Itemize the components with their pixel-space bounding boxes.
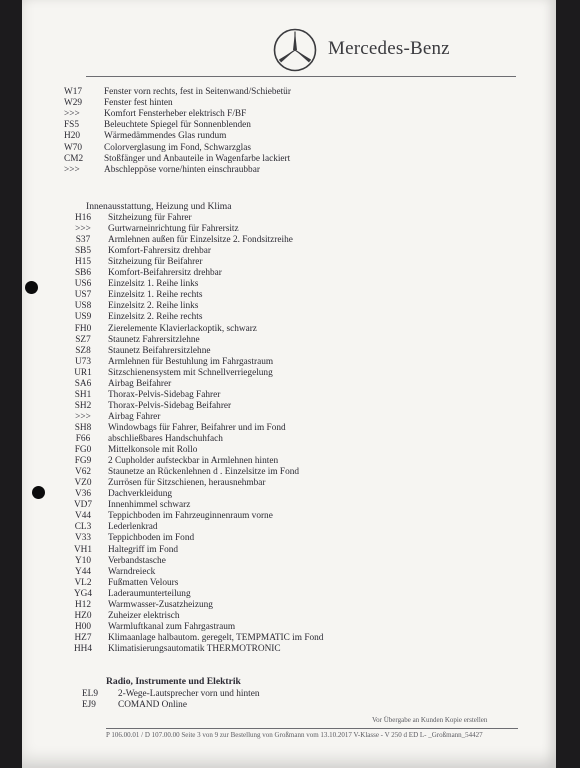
- option-description: 2-Wege-Lautsprecher vorn und hinten: [118, 689, 260, 699]
- option-code: >>>: [64, 109, 80, 120]
- option-description: Teppichboden im Fond: [108, 533, 195, 544]
- option-description: Fenster fest hinten: [104, 98, 173, 109]
- option-code: FG9: [74, 456, 92, 467]
- option-code: H16: [74, 213, 91, 223]
- option-code: SZ8: [75, 345, 91, 356]
- option-code: V33: [74, 533, 91, 544]
- option-code: SB6: [74, 268, 92, 279]
- option-code: UR1: [74, 367, 92, 378]
- option-code: VD7: [73, 500, 93, 511]
- option-description: Armlehnen für Bestuhlung im Fahrgastraum: [108, 356, 274, 367]
- option-description: Teppichboden im Fahrzeuginnenraum vorne: [108, 511, 273, 522]
- option-description: Staunetz Beifahrersitzlehne: [108, 345, 211, 356]
- option-description: Fußmatten Velours: [108, 577, 179, 588]
- option-description: Komfort Fensterheber elektrisch F/BF: [104, 109, 247, 120]
- option-code: HH4: [73, 643, 93, 654]
- option-description: Warndreieck: [108, 566, 156, 577]
- option-description: Armlehnen außen für Einzelsitze 2. Fondsitzreihe: [108, 235, 293, 246]
- option-description: Mittelkonsole mit Rollo: [108, 445, 198, 456]
- option-code: EL9: [82, 689, 99, 699]
- option-description: Einzelsitz 2. Reihe links: [108, 301, 199, 312]
- option-code: YG4: [73, 588, 93, 599]
- header-divider: [86, 76, 516, 77]
- option-code: >>>: [75, 411, 91, 422]
- mercedes-star-icon: [273, 28, 317, 72]
- option-code: >>>: [64, 164, 80, 175]
- option-description: Zuheizer elektrisch: [108, 610, 180, 621]
- option-description: Komfort-Beifahrersitz drehbar: [108, 268, 222, 279]
- option-code: FG0: [74, 445, 92, 456]
- option-description: Sitzheizung für Beifahrer: [108, 257, 203, 268]
- option-description: Wärmedämmendes Glas rundum: [104, 131, 227, 142]
- option-description: 2 Cupholder aufsteckbar in Armlehnen hinten: [108, 456, 279, 467]
- option-description: Einzelsitz 1. Reihe rechts: [108, 290, 203, 301]
- option-description: Haltegriff im Fond: [108, 544, 179, 555]
- option-description: Einzelsitz 1. Reihe links: [108, 279, 199, 290]
- punch-hole-top: [25, 281, 38, 294]
- footer-line: P 106.00.01 / D 107.00.00 Seite 3 von 9 zur Bestellung von Großmann vom 13.10.2017 V-Klasse - V 250 d ED L- _Großmann_54427: [106, 731, 483, 739]
- option-code: V36: [74, 489, 91, 500]
- option-description: Stoßfänger und Anbauteile in Wagenfarbe lackiert: [104, 153, 291, 164]
- option-description: Lederlenkrad: [108, 522, 158, 533]
- section-title-electrics: Radio, Instrumente und Elektrik: [106, 676, 241, 687]
- option-code: V44: [74, 511, 91, 522]
- punch-hole-bottom: [32, 486, 45, 499]
- option-code: W29: [64, 98, 83, 109]
- option-code: US8: [74, 301, 92, 312]
- option-code: S37: [75, 235, 91, 246]
- option-code: SH1: [74, 389, 92, 400]
- option-code: VZ0: [74, 478, 92, 489]
- option-description: Dachverkleidung: [108, 489, 173, 500]
- option-description: Staunetz Fahrersitzlehne: [108, 334, 200, 345]
- section-title-interior: Innenausstattung, Heizung und Klima: [86, 201, 232, 212]
- option-description: Airbag Fahrer: [108, 411, 161, 422]
- option-code: >>>: [75, 224, 91, 235]
- option-description: Sitzheizung für Fahrer: [108, 213, 192, 223]
- option-description: Verbandstasche: [108, 555, 166, 566]
- option-description: Warmluftkanal zum Fahrgastraum: [108, 621, 236, 632]
- option-code: W70: [64, 142, 83, 153]
- option-description: Beleuchtete Spiegel für Sonnenblenden: [104, 120, 251, 131]
- option-description: Thorax-Pelvis-Sidebag Beifahrer: [108, 400, 232, 411]
- option-description: Warmwasser-Zusatzheizung: [108, 599, 213, 610]
- option-description: Zurrösen für Sitzschienen, herausnehmbar: [108, 478, 266, 489]
- option-code: SB5: [74, 246, 92, 257]
- option-code: F66: [75, 434, 91, 444]
- option-code: US9: [74, 312, 92, 323]
- option-code: H12: [74, 599, 91, 610]
- option-code: SA6: [74, 378, 92, 389]
- option-code: VL2: [74, 577, 92, 588]
- option-description: Klimatisierungsautomatik THERMOTRONIC: [108, 643, 281, 654]
- option-code: H15: [74, 257, 91, 268]
- option-code: VH1: [73, 544, 93, 555]
- option-description: Abschleppöse vorne/hinten einschraubbar: [104, 164, 260, 175]
- option-description: Windowbags für Fahrer, Beifahrer und im Fond: [108, 422, 286, 433]
- option-code: FS5: [64, 120, 79, 131]
- option-code: SZ7: [75, 334, 91, 345]
- option-code: EJ9: [82, 700, 96, 711]
- option-description: Colorverglasung im Fond, Schwarzglas: [104, 142, 252, 153]
- option-description: Einzelsitz 2. Reihe rechts: [108, 312, 203, 323]
- option-description: abschließbares Handschuhfach: [108, 434, 223, 444]
- option-code: US6: [74, 279, 92, 290]
- option-description: Fenster vorn rechts, fest in Seitenwand/Schiebetür: [104, 87, 291, 97]
- option-description: Airbag Beifahrer: [108, 378, 172, 389]
- option-code: Y44: [74, 566, 91, 577]
- option-description: Thorax-Pelvis-Sidebag Fahrer: [108, 389, 221, 400]
- option-code: V62: [74, 467, 91, 478]
- option-code: SH2: [74, 400, 92, 411]
- brand-name: Mercedes-Benz: [328, 38, 450, 59]
- option-code: H20: [64, 131, 81, 142]
- option-code: US7: [74, 290, 92, 301]
- option-description: Staunetze an Rückenlehnen d . Einzelsitze im Fond: [108, 467, 300, 478]
- option-code: FH0: [74, 323, 92, 334]
- option-description: Sitzschienensystem mit Schnellverriegelung: [108, 367, 273, 378]
- option-description: Zierelemente Klavierlackoptik, schwarz: [108, 323, 257, 334]
- footer-note: Vor Übergabe an Kunden Kopie erstellen: [372, 716, 488, 724]
- option-description: Innenhimmel schwarz: [108, 500, 191, 511]
- document-page: [22, 0, 556, 768]
- option-description: Gurtwarneinrichtung für Fahrersitz: [108, 224, 239, 235]
- footer-divider: [106, 728, 518, 729]
- option-code: SH8: [74, 422, 92, 433]
- option-code: HZ0: [74, 610, 92, 621]
- option-description: COMAND Online: [118, 700, 187, 711]
- option-description: Komfort-Fahrersitz drehbar: [108, 246, 212, 257]
- option-code: U73: [74, 356, 91, 367]
- option-code: Y10: [74, 555, 91, 566]
- option-code: CL3: [74, 522, 92, 533]
- option-code: HZ7: [74, 632, 92, 643]
- option-code: CM2: [64, 153, 84, 164]
- option-code: W17: [64, 87, 83, 97]
- option-description: Laderaumunterteilung: [108, 588, 191, 599]
- option-code: H00: [74, 621, 91, 632]
- option-description: Klimaanlage halbautom. geregelt, TEMPMATIC im Fond: [108, 632, 324, 643]
